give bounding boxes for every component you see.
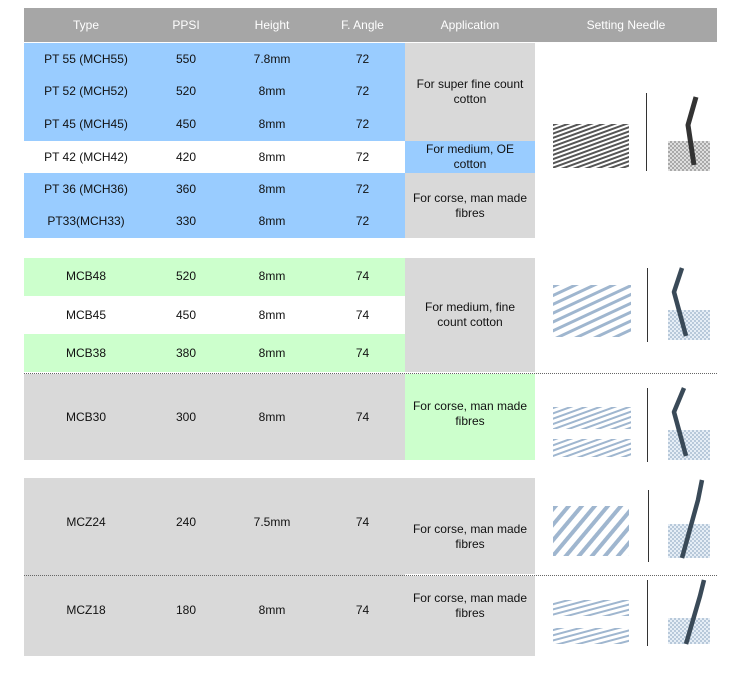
ppsi-cell: 330 — [175, 214, 197, 228]
ppsi-cell: 520 — [175, 84, 197, 98]
needle-setting-icon — [668, 576, 712, 648]
type-cell: MCB45 — [65, 308, 106, 322]
table-header — [24, 8, 717, 42]
wide-wire-pattern-icon — [553, 506, 629, 556]
type-cell: PT 55 (MCH55) — [44, 52, 128, 66]
angle-cell: 72 — [355, 150, 370, 164]
diagonal-wire-pattern-icon — [553, 285, 631, 337]
application-text: For corse, man made fibres — [412, 399, 528, 428]
ppsi-cell: 550 — [175, 52, 197, 66]
angle-cell: 74 — [355, 269, 370, 283]
height-cell: 7.8mm — [253, 52, 291, 66]
height-cell: 8mm — [258, 410, 286, 424]
type-cell: PT 52 (MCH52) — [44, 84, 128, 98]
application-cell — [405, 141, 535, 173]
height-cell: 8mm — [258, 150, 286, 164]
needle-divider — [647, 268, 648, 342]
height-cell: 8mm — [258, 117, 286, 131]
height-cell: 8mm — [258, 84, 286, 98]
application-cell — [405, 258, 535, 372]
application-text: For corse, man made fibres — [412, 522, 528, 551]
type-cell: PT 45 (MCH45) — [44, 117, 128, 131]
ppsi-cell: 420 — [175, 150, 197, 164]
needle-setting-icon — [668, 266, 712, 342]
height-cell: 7.5mm — [253, 515, 291, 529]
angle-cell: 72 — [355, 52, 370, 66]
angle-cell: 72 — [355, 84, 370, 98]
type-cell: MCZ24 — [66, 515, 106, 529]
type-cell: MCZ18 — [66, 603, 106, 617]
height-cell: 8mm — [258, 214, 286, 228]
header-ppsi: PPSI — [172, 18, 200, 32]
ppsi-cell: 180 — [175, 603, 197, 617]
type-cell: MCB30 — [65, 410, 106, 424]
header-angle: F. Angle — [341, 18, 384, 32]
row-separator — [24, 575, 717, 576]
application-text: For medium, fine count cotton — [424, 300, 516, 329]
ppsi-cell: 380 — [175, 346, 197, 360]
application-text: For corse, man made fibres — [412, 190, 528, 220]
height-cell: 8mm — [258, 308, 286, 322]
application-text: For corse, man made fibres — [412, 591, 528, 620]
angle-cell: 74 — [355, 410, 370, 424]
ppsi-cell: 360 — [175, 182, 197, 196]
needle-setting-icon — [668, 386, 712, 462]
angle-cell: 74 — [355, 308, 370, 322]
type-cell: MCB48 — [65, 269, 106, 283]
height-cell: 8mm — [258, 182, 286, 196]
application-cell — [405, 43, 535, 141]
height-cell: 8mm — [258, 346, 286, 360]
angle-cell: 72 — [355, 214, 370, 228]
application-cell — [405, 374, 535, 460]
angle-cell: 74 — [355, 603, 370, 617]
needle-divider — [647, 580, 648, 646]
row-separator — [24, 373, 717, 374]
application-text: For super fine count cotton — [416, 77, 524, 106]
ppsi-cell: 450 — [175, 117, 197, 131]
dense-wire-pattern-icon — [553, 124, 629, 168]
ppsi-cell: 520 — [175, 269, 197, 283]
application-cell — [405, 173, 535, 238]
type-cell: MCB38 — [65, 346, 106, 360]
type-cell: PT33(MCH33) — [47, 214, 125, 228]
angle-cell: 72 — [355, 117, 370, 131]
ppsi-cell: 450 — [175, 308, 197, 322]
needle-divider — [646, 93, 647, 171]
header-height: Height — [254, 18, 290, 32]
type-cell: PT 42 (MCH42) — [44, 150, 128, 164]
angle-cell: 74 — [355, 346, 370, 360]
ppsi-cell: 300 — [175, 410, 197, 424]
split-wire-pattern-icon — [553, 598, 629, 646]
height-cell: 8mm — [258, 269, 286, 283]
height-cell: 8mm — [258, 603, 286, 617]
application-cell — [405, 478, 535, 574]
application-text: For medium, OE cotton — [425, 142, 515, 171]
angle-cell: 72 — [355, 182, 370, 196]
header-type: Type — [72, 18, 99, 32]
header-application: Application — [440, 18, 500, 32]
header-setting-needle: Setting Needle — [586, 18, 666, 32]
ppsi-cell: 240 — [175, 515, 197, 529]
split-wire-pattern-icon — [553, 407, 631, 459]
group3-band-gray — [24, 478, 405, 656]
needle-setting-icon — [668, 478, 712, 562]
needle-setting-icon — [668, 95, 712, 173]
type-cell: PT 36 (MCH36) — [44, 182, 128, 196]
needle-divider — [647, 388, 648, 462]
application-cell — [405, 576, 535, 656]
angle-cell: 74 — [355, 515, 370, 529]
needle-divider — [648, 490, 649, 562]
